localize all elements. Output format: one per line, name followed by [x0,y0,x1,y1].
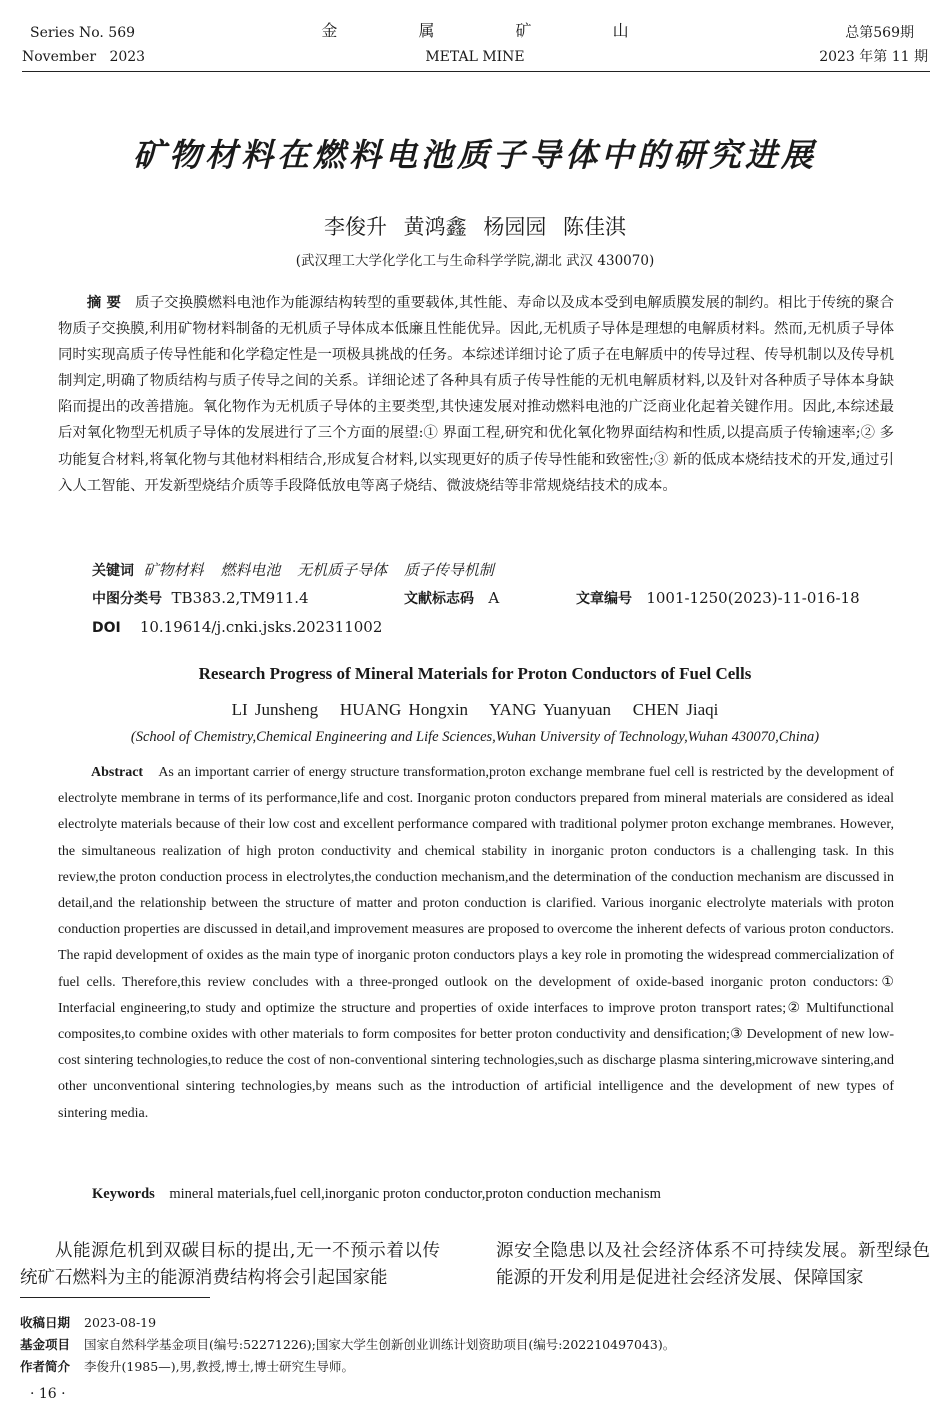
footnote-received [20,1314,930,1332]
footnote-rule [20,1297,210,1298]
received-label: 收稿日期 [20,1315,71,1330]
received-value: 2023-08-19 [84,1315,157,1330]
total-issue: 总第569期 [845,25,914,41]
page-number: · 16 · [30,1386,66,1402]
author-bio-label: 作者简介 [20,1359,71,1374]
doc-code-value: A [488,589,500,607]
footnote-fund [20,1336,930,1354]
keywords-cn-label: 关键词 [92,563,134,579]
keywords-en-text: mineral materials,fuel cell,inorganic proton conductor,proton conduction mechanism [169,1186,661,1202]
issue-month: November 2023 [22,49,146,65]
keywords-cn-text: 矿物材料 燃料电池 无机质子导体 质子传导机制 [143,561,494,579]
author-bio-value: 李俊升(1985—),男,教授,博士,博士研究生导师。 [84,1359,354,1374]
article-no-value: 1001-1250(2023)-11-016-18 [646,589,860,607]
paper-title-cn: 矿物材料在燃料电池质子导体中的研究进展 [132,136,817,174]
body-column-left: 从能源危机到双碳目标的提出,无一不预示着以传统矿石燃料为主的能源消费结构将会引起国家能 [20,1241,440,1288]
journal-name-cn: 金 属 矿 山 [321,21,667,40]
authors-en: LI Junsheng HUANG Hongxin YANG Yuanyuan CHEN Jiaqi [231,700,719,719]
fund-label: 基金项目 [20,1337,71,1352]
paper-title-en: Research Progress of Mineral Materials for Proton Conductors of Fuel Cells [198,664,752,683]
abstract-en-label: Abstract [91,765,144,780]
doi-label: DOI [92,620,121,636]
article-no-label: 文章编号 [576,591,632,607]
affiliation-cn: (武汉理工大学化学化工与生命科学学院,湖北 武汉 430070) [295,253,655,269]
doc-code-label: 文献标志码 [404,591,474,607]
affiliation-en: (School of Chemistry,Chemical Engineering and Life Sciences,Wuhan University of Technology,Wuhan 430070,China) [130,729,820,745]
article-number [576,588,860,609]
header-rule [22,71,930,72]
authors-cn: 李俊升 黄鸿鑫 杨园园 陈佳淇 [323,215,627,239]
keywords-en [92,1183,912,1205]
footnote-author [20,1358,930,1376]
journal-name-en: METAL MINE [425,49,525,65]
abstract-cn [58,290,894,499]
body-column-right: 源安全隐患以及社会经济体系不可持续发展。新型绿色能源的开发利用是促进社会经济发展、保障国家 [496,1241,930,1288]
year-issue: 2023 年第 11 期 [819,49,928,65]
doi-value: 10.19614/j.cnki.jsks.202311002 [139,618,383,636]
clc-label: 中图分类号 [92,591,162,607]
keywords-en-label: Keywords [92,1186,155,1202]
abstract-cn-text: 质子交换膜燃料电池作为能源结构转型的重要载体,其性能、寿命以及成本受到电解质膜发展的制约。相比于传统的聚合物质子交换膜,利用矿物材料制备的无机质子导体成本低廉且性能优异。因此,无机质子导体是理想的电解质材料。然而,无机质子导体同时实现高质子传导性能和化学稳定性是一项极具挑战的任务。本综述详细讨论了质子在电解质中的传导过程、传导机制以及传导机制判定,明确了物质结构与质子传导之间的关系。详细论述了各种具有质子传导性能的无机电解质材料,以及针对各种质子导体本身缺陷而提出的改善措施。氧化物作为无机质子导体的主要类型,其快速发展对推动燃料电池的广泛商业化起着关键作用。因此,本综述最后对氧化物型无机质子导体的发展进行了三个方面的展望:① 界面工程,研究和优化氧化物界面结构和性质,以提高质子传输速率;② 多功能复合材料,将氧化物与其他材料相结合,形成复合材料,以实现更好的质子传导性能和致密性;③ 新的低成本烧结技术的开发,通过引入人工智能、开发新型烧结介质等手段降低放电等离子烧结、微波烧结等非常规烧结技术的成本。 [58,295,894,494]
clc-value: TB383.2,TM911.4 [171,589,309,607]
series-number: Series No. 569 [30,25,136,41]
fund-value: 国家自然科学基金项目(编号:52271226);国家大学生创新创业训练计划资助项目(编号:202210497043)。 [84,1337,676,1352]
abstract-en [58,760,894,1127]
abstract-cn-label: 摘 要 [86,295,122,311]
abstract-en-text: As an important carrier of energy structure transformation,proton exchange membrane fuel cell is restricted by the development of electrolyte membrane in terms of its performance,life and cost. Inorganic proton conductors prepared from mineral materials are considered as ideal electrolyte materials because of their low cost and excellent performance compared with traditional polymer proton exchange membranes. However, the simultaneous realization of high proton conductivity and chemical stability in inorganic proton conductors is a challenging task. In this review,the proton conduction process in electrolytes,the conduction mechanism,and the determination of the conduction mechanism are discussed in detail,and the relationship between the structure of matter and proton conduction is clarified. Various inorganic electrolyte materials with proton conduction properties are discussed in detail,and improvement measures are proposed to overcome the inherent defects of various proton conductors. The rapid development of oxides as the main type of inorganic proton conductors plays a key role in promoting the widespread commercialization of fuel cells. Therefore,this review concludes with a three-pronged outlook on the development of oxide-based inorganic proton conductors:① Interfacial engineering,to study and optimize the structure and properties of oxide interfaces to improve proton transport rates;② Multifunctional composites,to combine oxides with other materials to form composites for better proton conductivity and densification;③ Development of new low-cost sintering technologies,to reduce the cost of non-conventional sintering technologies,such as discharge plasma sintering,microwave sintering,and other unconventional sintering technologies,by means such as the introduction of artificial intelligence and the development of new types of sintering media. [58,765,894,1121]
document-code [404,588,499,609]
doi [92,617,382,638]
clc-number [92,588,309,609]
keywords-cn [92,560,494,581]
